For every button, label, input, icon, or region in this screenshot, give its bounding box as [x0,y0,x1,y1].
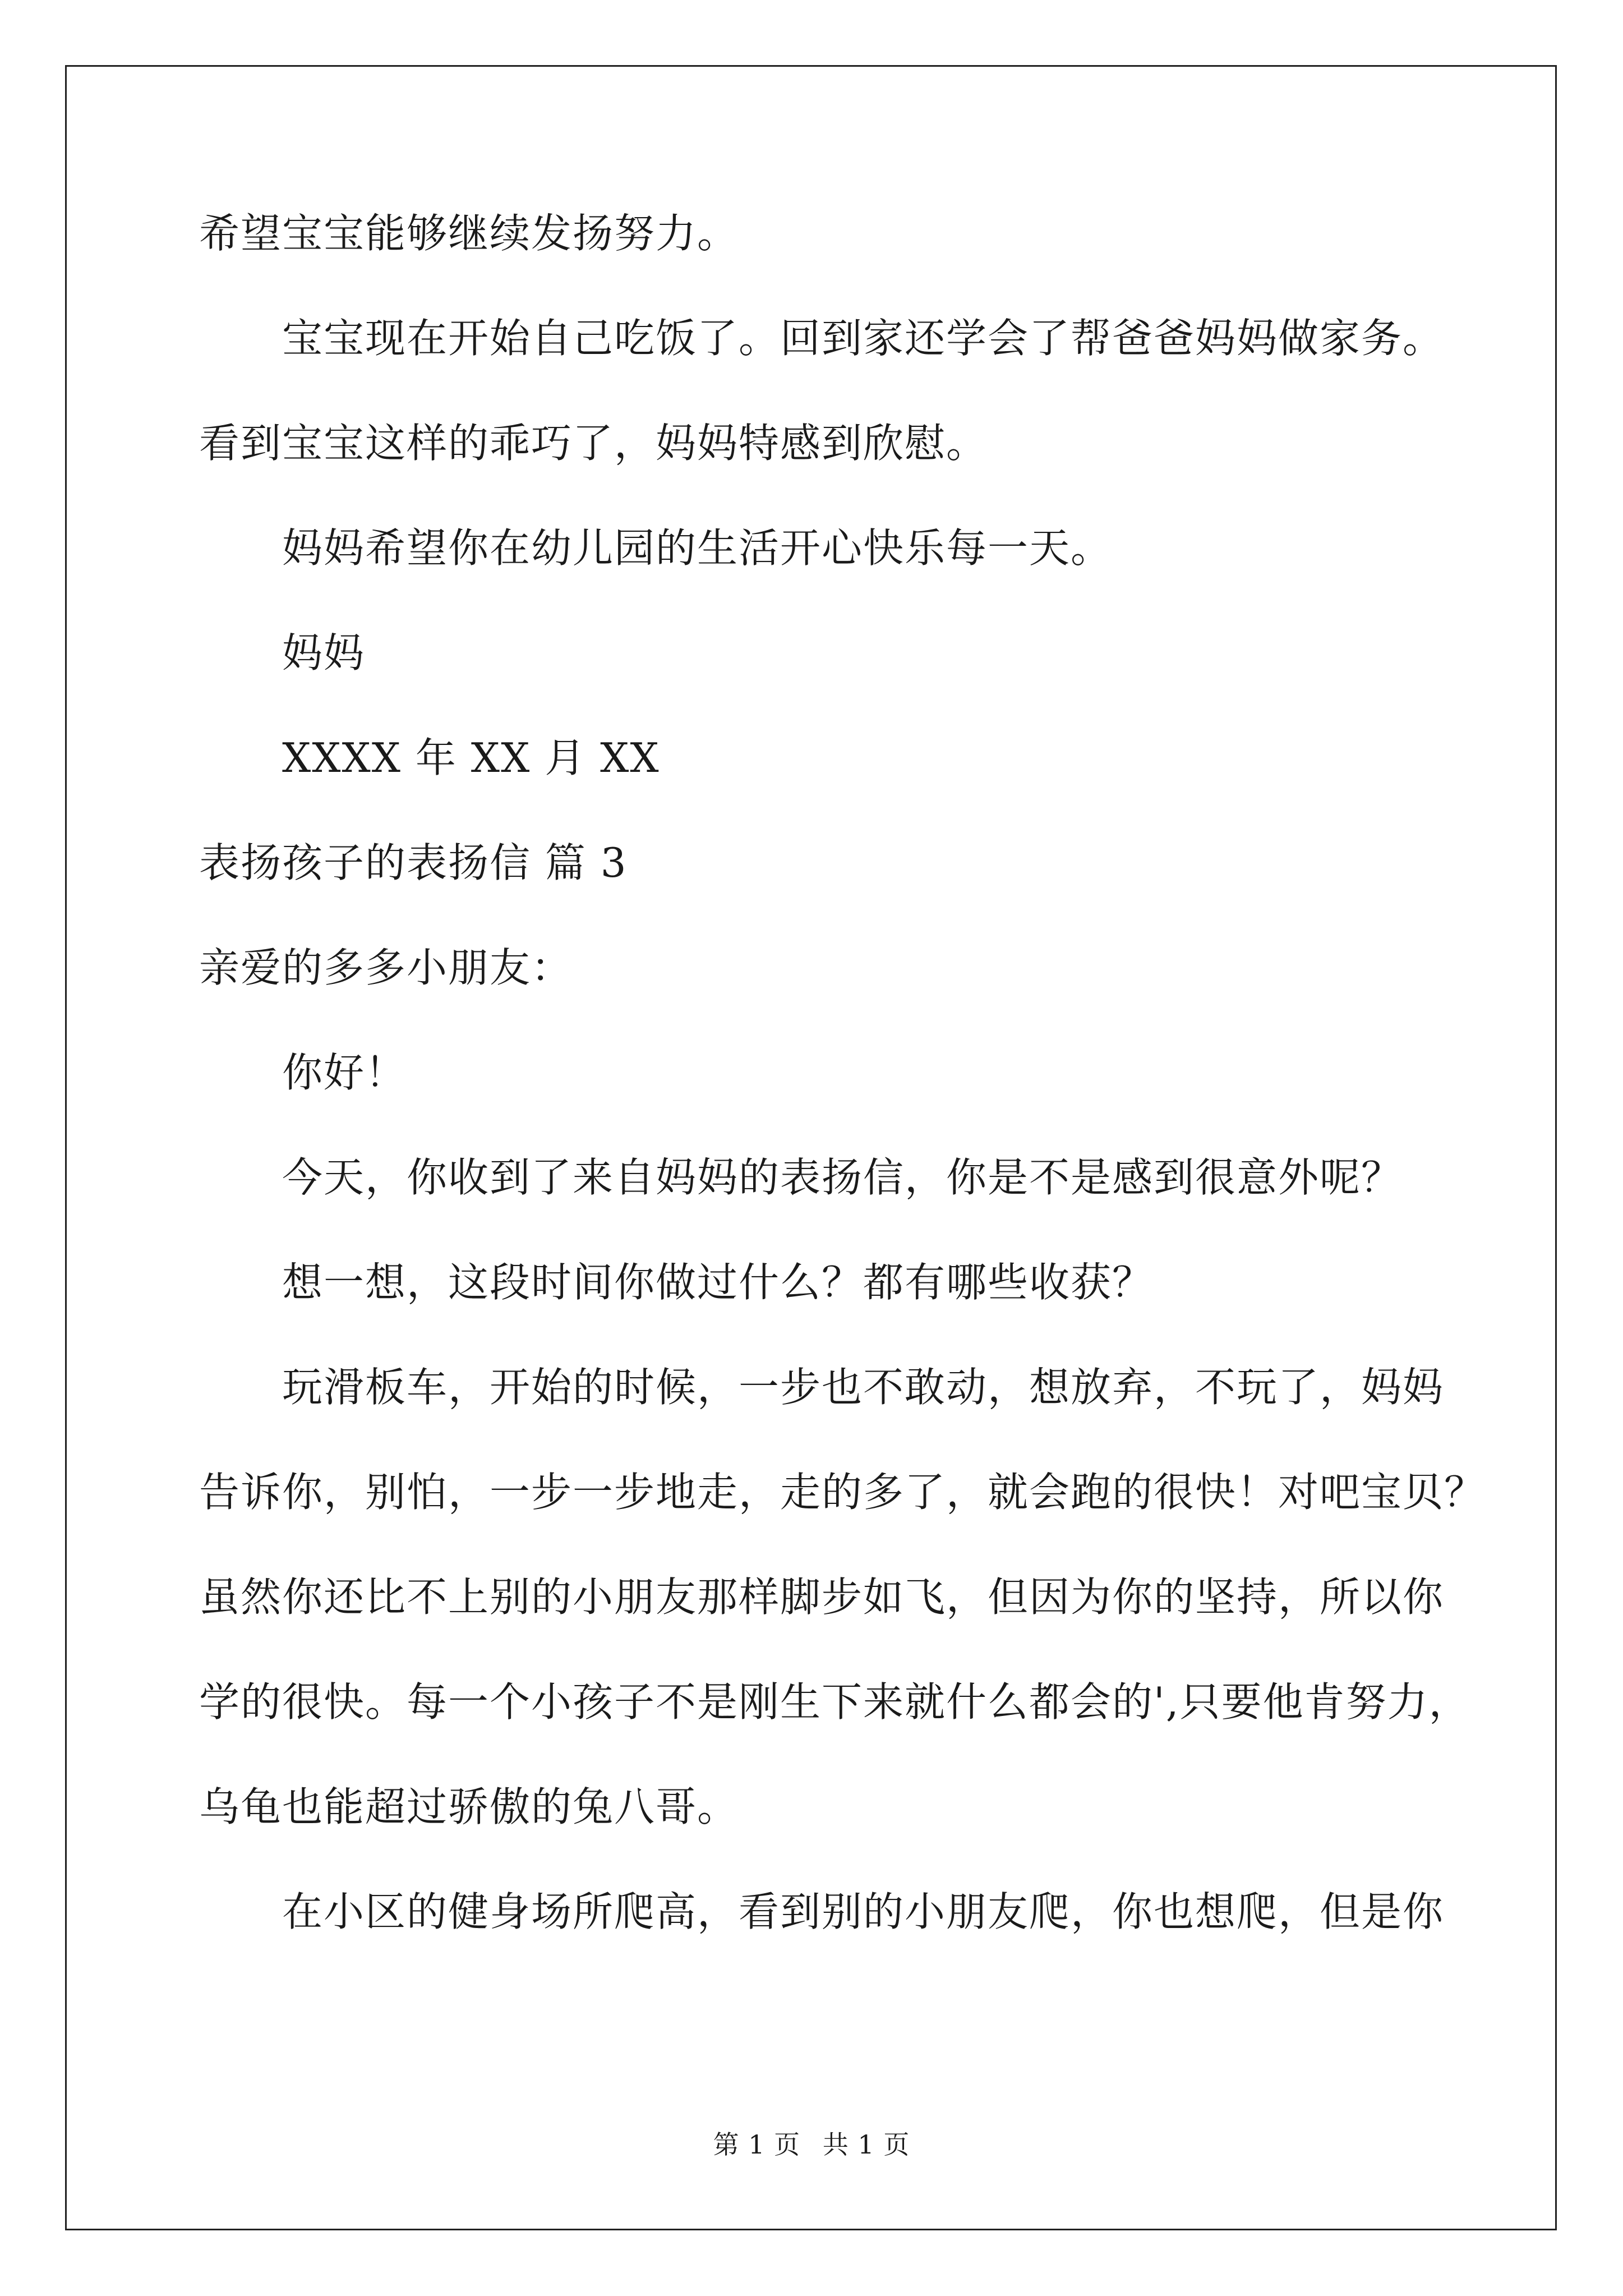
page-number-total: 共 1 页 [822,2129,910,2160]
text-line-3: 看到宝宝这样的乖巧了，妈妈特感到欣慰。 [199,420,988,467]
page-number-current: 第 1 页 [713,2129,801,2160]
text-line-1: 希望宝宝能够继续发扬努力。 [199,210,739,257]
signature-line: 妈妈 [282,629,366,677]
text-line-2: 宝宝现在开始自己吃饭了。回到家还学会了帮爸爸妈妈做家务。 [282,315,1445,362]
text-line-11: 想一想，这段时间你做过什么？都有哪些收获？ [282,1259,1154,1306]
text-line-10: 今天，你收到了来自妈妈的表扬信，你是不是感到很意外呢？ [282,1154,1403,1201]
text-line-17: 在小区的健身场所爬高，看到别的小朋友爬，你也想爬，但是你 [282,1888,1445,1935]
page-footer [0,2129,1623,2160]
section-heading: 表扬孩子的表扬信 篇 3 [199,839,628,886]
text-line-16: 乌龟也能超过骄傲的兔八哥。 [199,1783,739,1830]
text-line-12: 玩滑板车，开始的时候，一步也不敢动，想放弃，不玩了，妈妈 [282,1364,1445,1411]
greeting-line: 你好！ [282,1049,407,1096]
text-line-13: 告诉你，别怕，一步一步地走，走的多了，就会跑的很快！对吧宝贝？ [199,1469,1486,1516]
text-line-15: 学的很快。每一个小孩子不是刚生下来就什么都会的',只要他肯努力， [199,1678,1470,1726]
salutation-line: 亲爱的多多小朋友： [199,944,573,991]
date-line: XXXX 年 XX 月 XX [282,734,660,781]
text-line-14: 虽然你还比不上别的小朋友那样脚步如飞，但因为你的坚持，所以你 [199,1573,1445,1621]
text-line-4: 妈妈希望你在幼儿园的生活开心快乐每一天。 [282,524,1113,572]
